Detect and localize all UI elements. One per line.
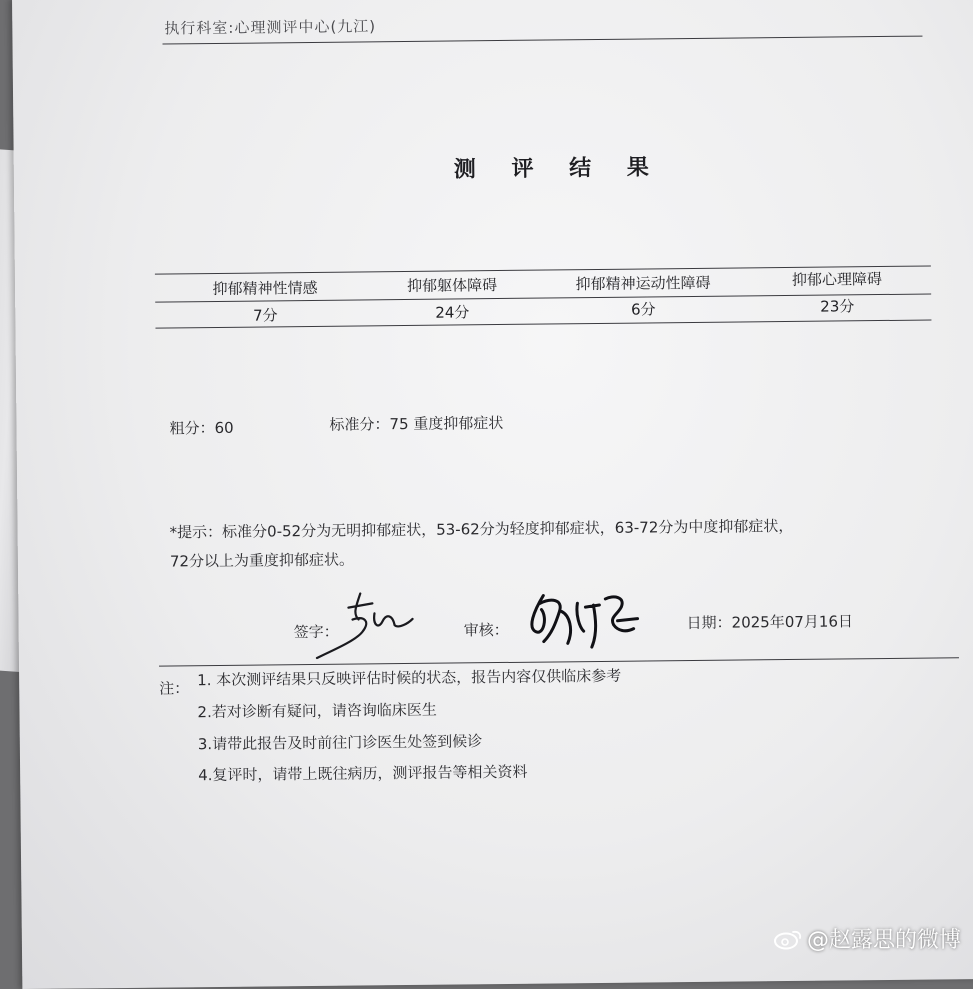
sign-label: 签字： (293, 622, 339, 642)
department-header: 执行科室:心理测评中心(九江) (164, 17, 377, 38)
weibo-logo-icon (773, 928, 803, 950)
note-item: 3.请带此报告及时前往门诊医生处签到候诊 (197, 732, 483, 754)
report-title: 测 评 结 果 (453, 155, 663, 183)
watermark-text: @赵露思的微博 (806, 928, 961, 953)
note-item: 1. 本次测评结果只反映评估时候的状态，报告内容仅供临床参考 (197, 666, 622, 690)
reviewer-signature (513, 580, 654, 661)
report-date: 日期：2025年07月16日 (686, 612, 854, 633)
note-item: 2.若对诊断有疑问，请咨询临床医生 (197, 700, 437, 722)
table-header-cell: 抑郁躯体障碍 (406, 276, 498, 295)
table-value-cell: 6分 (630, 300, 656, 319)
review-label: 审核： (463, 620, 509, 640)
notes-label: 注： (159, 679, 190, 698)
raw-score: 粗分：60 (169, 418, 234, 438)
table-header-cell: 抑郁精神运动性障碍 (575, 273, 711, 294)
hint-text: *提示：标准分0-52分为无明抑郁症状，53-62分为轻度抑郁症状，63-72分为中度抑郁症状， (169, 516, 794, 542)
hint-text-continued: 72分以上为重度抑郁症状。 (169, 550, 355, 571)
table-value-cell: 24分 (435, 303, 470, 322)
note-item: 4.复评时，请带上既往病历，测评报告等相关资料 (198, 762, 528, 785)
weibo-watermark (773, 923, 961, 954)
table-value-cell: 23分 (820, 297, 855, 316)
report-sheet (12, 0, 973, 989)
standard-score: 标准分：75 重度抑郁症状 (329, 413, 504, 434)
table-header-cell: 抑郁精神性情感 (212, 278, 318, 299)
signer-signature (308, 585, 419, 666)
table-value-cell: 7分 (252, 306, 278, 325)
table-header-cell: 抑郁心理障碍 (791, 270, 883, 289)
